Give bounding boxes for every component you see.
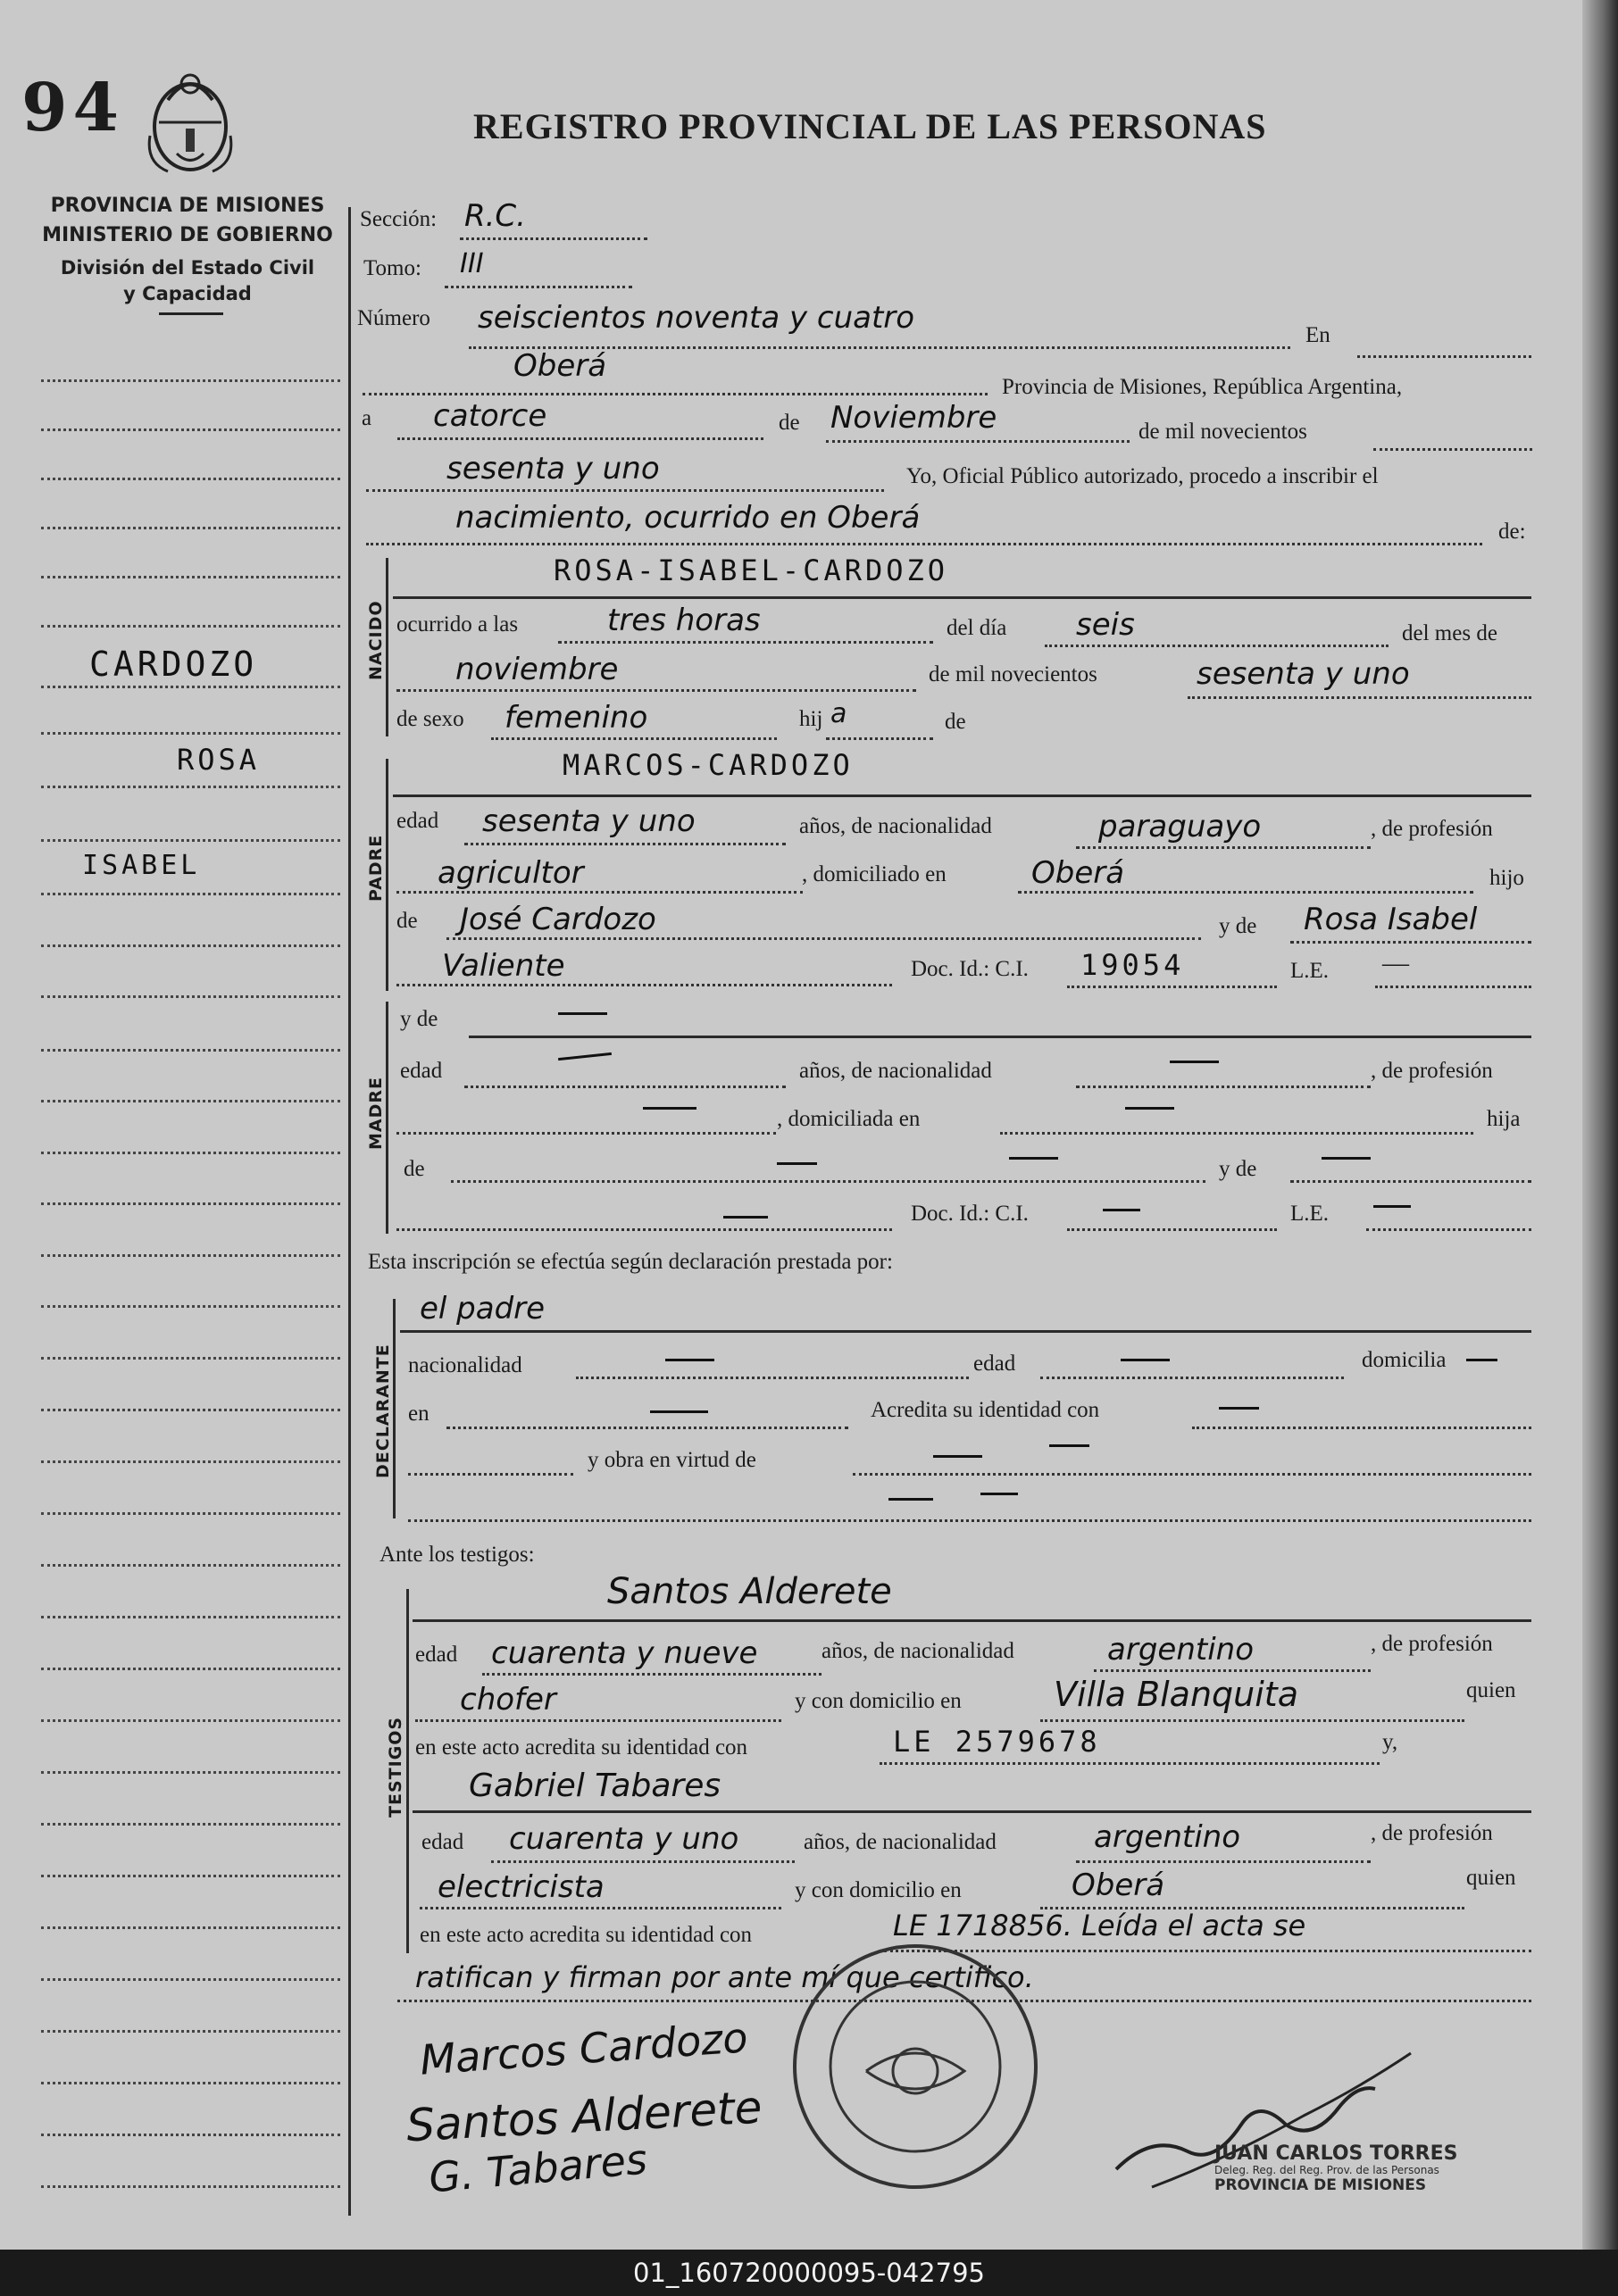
tomo-label: Tomo: xyxy=(363,256,421,280)
padre-y-de-label: y de xyxy=(1219,914,1257,938)
testigo2-nombre-line xyxy=(413,1810,1531,1813)
declarante-nombre-line xyxy=(400,1330,1531,1333)
madre-section-label: MADRE xyxy=(366,1077,386,1150)
testigos-bracket xyxy=(406,1589,409,1953)
declarante-extra-line xyxy=(408,1519,1531,1522)
division-heading: División del Estado Civil xyxy=(60,257,315,279)
testigo2-nacionalidad-line xyxy=(1076,1860,1371,1863)
margin-ruled-line xyxy=(41,1823,340,1826)
tomo-line xyxy=(445,286,632,288)
seccion-value: R.C. xyxy=(464,198,526,234)
margin-ruled-line xyxy=(41,1049,340,1052)
testigo1-nombre-line xyxy=(413,1619,1531,1622)
dia-line xyxy=(397,437,763,440)
madre-doc-label: Doc. Id.: C.I. xyxy=(911,1202,1029,1226)
localidad-value: Oberá xyxy=(513,348,607,384)
document-title: REGISTRO PROVINCIAL DE LAS PERSONAS xyxy=(473,106,1267,146)
declarante-section-label: DECLARANTE xyxy=(373,1343,393,1478)
padre-doc-label: Doc. Id.: C.I. xyxy=(911,957,1029,981)
testigo1-nombre: Santos Alderete xyxy=(607,1571,892,1612)
madre-apellido-dash xyxy=(723,1216,768,1219)
margin-ruled-line xyxy=(41,1771,340,1774)
margin-ruled-line xyxy=(41,625,340,628)
testigo1-nacionalidad-value: argentino xyxy=(1107,1632,1254,1668)
padre-de-label: de xyxy=(396,909,418,933)
testigo2-profesion-line xyxy=(420,1907,781,1909)
declarante-obra-line xyxy=(853,1473,1531,1476)
mes-value: Noviembre xyxy=(830,400,997,436)
testigo2-edad-value: cuarenta y uno xyxy=(509,1821,739,1857)
padre-nacionalidad-line xyxy=(1076,846,1371,849)
padre-profesion-line xyxy=(396,891,803,894)
margin-ruled-line xyxy=(41,1512,340,1515)
margin-ruled-line xyxy=(41,1460,340,1463)
madre-anios-label: años, de nacionalidad xyxy=(799,1059,992,1083)
padre-madre-line-2 xyxy=(396,984,892,986)
margin-ruled-line xyxy=(41,1254,340,1257)
declarante-edad-line xyxy=(1040,1377,1344,1379)
madre-domiciliada-label: , domiciliada en xyxy=(777,1107,921,1131)
margin-ruled-line xyxy=(41,2134,340,2136)
ministry-heading: MINISTERIO DE GOBIERNO xyxy=(42,224,333,246)
nacido-bracket xyxy=(386,558,388,736)
de-label: de xyxy=(779,411,800,435)
official-stamp-text xyxy=(1214,2142,1458,2195)
madre-nacionalidad-dash xyxy=(1170,1061,1219,1063)
nacido-mes-value: noviembre xyxy=(455,652,619,687)
oficial-label: Yo, Oficial Público autorizado, procedo a inscribir el xyxy=(906,464,1379,488)
padre-nacionalidad-value: paraguayo xyxy=(1098,809,1262,844)
madre-profesion-dash xyxy=(643,1107,696,1110)
madre-padre-dash xyxy=(777,1162,817,1165)
madre-padre-dash-2 xyxy=(1009,1157,1058,1160)
padre-padre-line xyxy=(446,937,1201,940)
padre-edad-label: edad xyxy=(396,809,439,833)
declarante-nacionalidad-line xyxy=(576,1377,969,1379)
mes-line xyxy=(826,440,1130,443)
nacido-nombre-line xyxy=(393,596,1531,599)
margin-ruled-line xyxy=(41,893,340,895)
tomo-value: III xyxy=(460,248,484,279)
margin-ruled-line xyxy=(41,786,340,788)
margin-ruled-line xyxy=(41,1875,340,1877)
padre-bracket xyxy=(386,759,388,991)
nacido-mil-label: de mil novecientos xyxy=(929,662,1097,686)
padre-padre-value: José Cardozo xyxy=(460,902,656,937)
margin-ruled-line xyxy=(41,1719,340,1722)
sexo-line xyxy=(491,737,777,740)
declarante-nacionalidad-label: nacionalidad xyxy=(408,1353,522,1377)
declarante-obra-label: y obra en virtud de xyxy=(588,1448,756,1472)
nacido-anio-line xyxy=(1188,696,1531,699)
margin-ruled-line xyxy=(41,2082,340,2084)
horas-line xyxy=(558,641,933,644)
mil-label: de mil novecientos xyxy=(1138,420,1307,444)
testigo1-domicilio-line xyxy=(1040,1719,1464,1722)
madre-padre-line xyxy=(451,1180,1205,1183)
provincia-label: Provincia de Misiones, República Argentina, xyxy=(1002,375,1403,399)
declarante-extra-dash-2 xyxy=(980,1493,1018,1495)
nacido-anio-value: sesenta y uno xyxy=(1197,656,1410,692)
margin-ruled-line xyxy=(41,839,340,842)
declarante-intro: Esta inscripción se efectúa según declaración prestada por: xyxy=(368,1250,893,1274)
testigo2-anios-label: años, de nacionalidad xyxy=(804,1830,997,1854)
seccion-label: Sección: xyxy=(360,207,438,231)
margin-ruled-line xyxy=(41,428,340,431)
padre-madre-line xyxy=(1290,941,1531,944)
padre-hijo-label: hijo xyxy=(1489,866,1524,890)
image-id-footer: 01_160720000095-042795 xyxy=(0,2250,1618,2296)
del-mes-label: del mes de xyxy=(1402,621,1497,645)
testigo2-nacionalidad-value: argentino xyxy=(1094,1819,1240,1855)
padre-edad-line xyxy=(464,843,786,845)
declarante-edad-dash xyxy=(1121,1359,1170,1361)
margin-note-first-name: ROSA xyxy=(177,743,261,777)
declarante-nacionalidad-dash xyxy=(665,1359,714,1361)
numero-label: Número xyxy=(357,306,430,330)
testigo1-acredita-label: en este acto acredita su identidad con xyxy=(415,1735,748,1759)
numero-value: seiscientos noventa y cuatro xyxy=(478,300,915,336)
padre-profesion-value: agricultor xyxy=(438,855,584,891)
margin-ruled-line xyxy=(41,1409,340,1411)
madre-y-de-label: y de xyxy=(400,1007,438,1031)
nacido-dia-value: seis xyxy=(1076,607,1135,643)
margin-note-second-name: ISABEL xyxy=(82,850,201,881)
testigo2-edad-label: edad xyxy=(421,1830,464,1854)
padre-edad-value: sesenta y uno xyxy=(482,803,696,839)
declarante-domicilia-label: domicilia xyxy=(1362,1348,1447,1372)
localidad-line xyxy=(363,393,988,395)
en-label: En xyxy=(1305,323,1330,347)
padre-madre-value-2: Valiente xyxy=(442,948,565,984)
padre-doc-line xyxy=(1067,986,1277,988)
ocurrido-label: ocurrido a las xyxy=(396,612,519,636)
en-line xyxy=(1357,355,1531,358)
nacido-nombre: ROSA-ISABEL-CARDOZO xyxy=(554,553,949,587)
testigo1-edad-label: edad xyxy=(415,1643,458,1667)
madre-edad-line xyxy=(464,1086,786,1088)
de-colon-label: de: xyxy=(1498,520,1526,544)
declarante-obra-dash-2 xyxy=(1049,1444,1089,1447)
madre-le-label: L.E. xyxy=(1290,1202,1330,1226)
declarante-en-line xyxy=(446,1427,848,1429)
nacido-mes-line xyxy=(396,689,916,692)
testigo1-nacionalidad-line xyxy=(1094,1669,1371,1672)
folio-number: 94 xyxy=(21,70,124,146)
testigo1-domicilio-label: y con domicilio en xyxy=(795,1689,962,1713)
testigo1-profesion-label: , de profesión xyxy=(1371,1632,1493,1656)
padre-section-label: PADRE xyxy=(366,834,386,902)
madre-edad-label: edad xyxy=(400,1059,443,1083)
stamp-name: JUAN CARLOS TORRES xyxy=(1214,2142,1458,2165)
declarante-en-dash xyxy=(650,1410,708,1413)
declarante-nombre: el padre xyxy=(420,1291,546,1327)
sexo-label: de sexo xyxy=(396,707,464,731)
margin-ruled-line xyxy=(41,944,340,947)
margin-ruled-line xyxy=(41,1616,340,1618)
signature-father: Marcos Cardozo xyxy=(418,2013,750,2084)
madre-doc-dash xyxy=(1103,1209,1140,1211)
padre-le-line xyxy=(1375,986,1531,988)
padre-nombre: MARCOS-CARDOZO xyxy=(563,748,854,782)
padre-domicilio-value: Oberá xyxy=(1031,855,1125,891)
padre-le-label: L.E. xyxy=(1290,959,1330,983)
margin-ruled-line xyxy=(41,527,340,529)
margin-ruled-line xyxy=(41,2030,340,2033)
nacido-dia-line xyxy=(1045,645,1389,647)
hij-line xyxy=(826,737,933,740)
hij-value: a xyxy=(830,698,847,729)
padre-doc-value: 19054 xyxy=(1080,948,1185,982)
signature-witness-1: Santos Alderete xyxy=(404,2081,763,2152)
testigo2-acredita-label: en este acto acredita su identidad con xyxy=(420,1923,753,1947)
margin-ruled-line xyxy=(41,995,340,998)
nacido-section-label: NACIDO xyxy=(366,600,386,680)
testigo1-doc-line xyxy=(880,1762,1380,1765)
stamp-role: Deleg. Reg. del Reg. Prov. de las Personas xyxy=(1214,2164,1439,2177)
testigo2-edad-line xyxy=(491,1860,795,1863)
testigo1-profesion-line xyxy=(415,1719,781,1722)
margin-ruled-line xyxy=(41,1668,340,1670)
testigo1-doc-value: LE 2579678 xyxy=(893,1725,1101,1759)
margin-ruled-line xyxy=(41,478,340,480)
margin-ruled-line xyxy=(41,1100,340,1102)
acta-cierre: ratifican y firman por ante mí que certifico. xyxy=(415,1960,1034,1994)
testigo1-anios-label: años, de nacionalidad xyxy=(822,1639,1014,1663)
province-heading: PROVINCIA DE MISIONES xyxy=(50,195,325,217)
madre-doc-line xyxy=(1067,1228,1277,1231)
declarante-acredita-dash xyxy=(1219,1407,1259,1410)
madre-le-dash xyxy=(1373,1205,1411,1208)
testigos-intro: Ante los testigos: xyxy=(379,1543,535,1567)
madre-nombre-line xyxy=(469,1036,1531,1038)
padre-anios-label: años, de nacionalidad xyxy=(799,814,992,838)
madre-edad-dash xyxy=(558,1052,612,1061)
margin-ruled-line xyxy=(41,1202,340,1205)
testigo2-profesion-label: , de profesión xyxy=(1371,1821,1493,1845)
padre-domicilio-line xyxy=(1018,891,1473,894)
official-seal-icon xyxy=(786,1937,1045,2196)
testigo1-edad-line xyxy=(482,1673,822,1676)
declarante-edad-label: edad xyxy=(973,1352,1016,1376)
declarante-extra-dash xyxy=(888,1498,933,1501)
national-coat-of-arms-icon xyxy=(141,64,239,180)
nacido-de-label: de xyxy=(945,710,966,734)
acto-line xyxy=(366,543,1482,545)
madre-y-de2-label: y de xyxy=(1219,1157,1257,1181)
padre-profesion-label: , de profesión xyxy=(1371,817,1493,841)
testigo2-nombre: Gabriel Tabares xyxy=(469,1768,721,1804)
madre-hija-label: hija xyxy=(1487,1107,1521,1131)
stamp-province: PROVINCIA DE MISIONES xyxy=(1214,2176,1427,2195)
testigo2-quien-label: quien xyxy=(1466,1866,1516,1890)
margin-ruled-line xyxy=(41,1564,340,1567)
margin-ruled-line xyxy=(41,2185,340,2188)
horas-value: tres horas xyxy=(607,603,761,638)
testigos-section-label: TESTIGOS xyxy=(386,1716,405,1818)
testigo2-profesion-value: electricista xyxy=(438,1869,605,1905)
margin-ruled-line xyxy=(41,1152,340,1154)
declarante-blank-line xyxy=(408,1473,573,1476)
testigo2-doc-value: LE 1718856. Leída el acta se xyxy=(893,1909,1306,1942)
testigo2-domicilio-label: y con domicilio en xyxy=(795,1878,962,1902)
madre-apellido-line xyxy=(396,1228,892,1231)
del-dia-label: del día xyxy=(947,616,1007,640)
seccion-line xyxy=(460,237,647,240)
madre-domicilio-dash xyxy=(1125,1107,1174,1110)
padre-nombre-line xyxy=(393,794,1531,797)
padre-domicilio-label: , domiciliado en xyxy=(802,862,947,886)
declarante-obra-dash xyxy=(933,1455,982,1458)
dia-value: catorce xyxy=(433,398,547,434)
testigo1-domicilio-value: Villa Blanquita xyxy=(1054,1675,1298,1714)
padre-madre-value: Rosa Isabel xyxy=(1304,902,1478,937)
madre-madre-dash xyxy=(1322,1157,1371,1160)
declarante-en-label: en xyxy=(408,1402,430,1426)
anio-line xyxy=(366,489,884,492)
margin-ruled-line xyxy=(41,379,340,382)
testigo2-domicilio-value: Oberá xyxy=(1072,1868,1165,1903)
margin-ruled-line xyxy=(41,732,340,735)
madre-profesion-label: , de profesión xyxy=(1371,1059,1493,1083)
margin-ruled-line xyxy=(41,576,340,578)
madre-de-label: de xyxy=(404,1157,425,1181)
mil-line xyxy=(1373,448,1532,451)
madre-nombre-dash xyxy=(558,1012,607,1015)
declarante-acredita-line xyxy=(1192,1427,1531,1429)
margin-ruled-line xyxy=(41,1978,340,1981)
acto-value: nacimiento, ocurrido en Oberá xyxy=(455,500,921,536)
madre-domicilio-line xyxy=(1000,1132,1473,1135)
margin-ruled-line xyxy=(41,1305,340,1308)
a-label: a xyxy=(362,406,372,430)
testigo1-profesion-value: chofer xyxy=(460,1682,556,1718)
madre-madre-line xyxy=(1290,1180,1531,1183)
margin-note-surname: CARDOZO xyxy=(89,645,258,684)
margin-ruled-line xyxy=(41,1357,340,1360)
madre-nacionalidad-line xyxy=(1076,1086,1371,1088)
hij-label: hij xyxy=(799,707,823,731)
madre-profesion-line xyxy=(396,1132,776,1135)
sexo-value: femenino xyxy=(505,700,648,736)
heading-rule xyxy=(159,312,223,315)
declarante-bracket xyxy=(393,1299,396,1518)
testigo1-edad-value: cuarenta y nueve xyxy=(491,1635,758,1671)
padre-le-value: — xyxy=(1382,948,1409,977)
margin-ruled-line xyxy=(41,686,340,688)
anio-value: sesenta y uno xyxy=(446,451,660,487)
declarante-domicilia-dash xyxy=(1466,1359,1497,1361)
signature-witness-2: G. Tabares xyxy=(427,2134,649,2202)
declarante-acredita-label: Acredita su identidad con xyxy=(871,1398,1100,1422)
madre-le-line xyxy=(1366,1228,1531,1231)
margin-ruled-line xyxy=(41,1926,340,1929)
testigo1-y-label: y, xyxy=(1382,1730,1398,1754)
testigo1-quien-label: quien xyxy=(1466,1678,1516,1702)
margin-divider xyxy=(348,207,351,2216)
madre-bracket xyxy=(386,1002,388,1234)
division-heading-2: y Capacidad xyxy=(123,283,252,304)
